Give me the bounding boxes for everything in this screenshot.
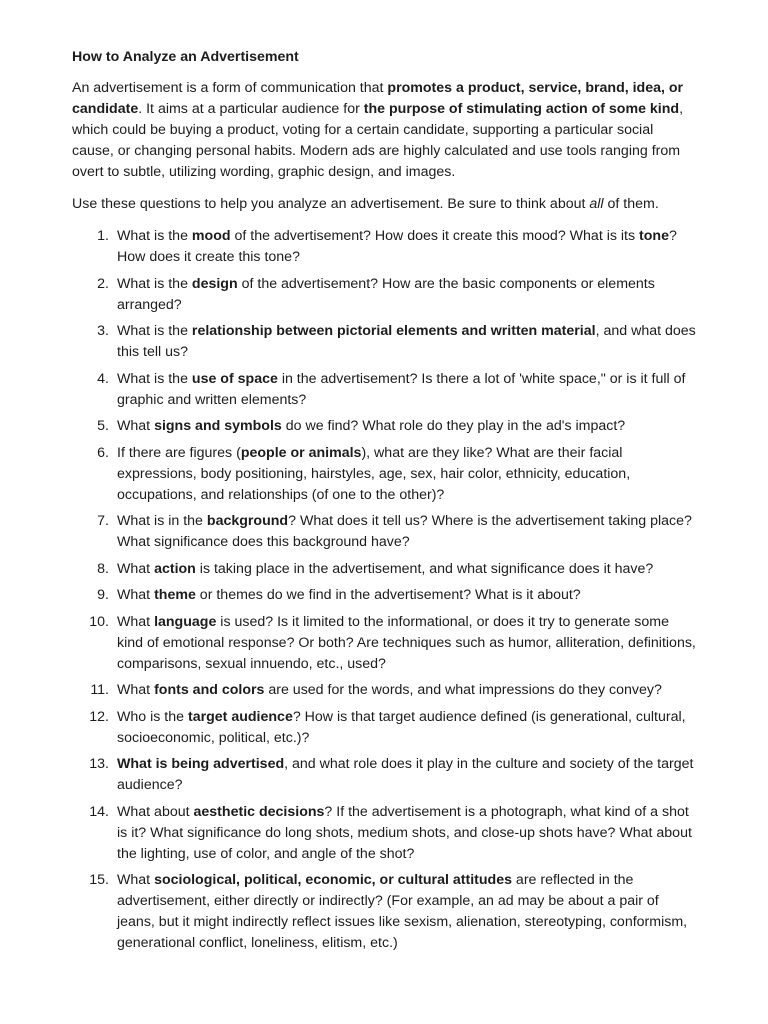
text-run: Use these questions to help you analyze an advertisement. Be sure to think about — [72, 196, 590, 212]
question-text — [117, 276, 655, 313]
text-run: ), what are they like? What are their facial expressions, body positioning, hairstyles, age, sex, hair color, ethnicity, education, occupations, and relationships (of one to the other)? — [117, 444, 631, 503]
text-run: , which could be buying a product, voting for a certain candidate, supporting a particular social cause, or changing personal habits. Modern ads are highly calculated and use tools ranging from overt to subtle, utilizing wording, graphic design, and images. — [72, 101, 684, 180]
bold-phrase: people or animals — [240, 444, 362, 461]
bold-phrase: action — [154, 560, 196, 577]
text-run: is used? Is it limited to the informational, or does it try to generate some kind of emotional response? Or both? Are techniques such as humor, alliteration, definitions, comparisons, sexual innuendo, etc., used? — [117, 613, 696, 672]
text-run: are reflected in the advertisement, either directly or indirectly? (For example, an ad may be about a pair of jeans, but it might indirectly reflect issues like sexism, alienation, stereotyping, conformism, generational conflict, loneliness, elitism, etc.) — [117, 872, 688, 951]
text-run: What — [117, 613, 155, 630]
bold-phrase: use of space — [191, 370, 278, 387]
bold-phrase: design — [191, 275, 238, 292]
question-text — [117, 756, 693, 793]
bold-phrase: fonts and colors — [154, 682, 265, 698]
question-number: 6. — [97, 444, 109, 461]
question-item — [72, 226, 698, 268]
bold-phrase: target audience — [187, 708, 293, 725]
question-number: 12. — [89, 708, 109, 725]
question-number: 11. — [90, 682, 109, 698]
bold-phrase: tone — [639, 228, 669, 244]
text-run: What — [117, 418, 155, 434]
question-item — [72, 559, 698, 580]
question-item — [72, 680, 698, 701]
text-run: , and what does this tell us? — [117, 323, 696, 360]
text-run: What about — [117, 803, 194, 820]
question-text — [117, 872, 687, 951]
bold-phrase: mood — [191, 228, 231, 244]
bold-phrase: language — [154, 613, 217, 630]
question-item — [72, 585, 698, 606]
question-item — [72, 321, 698, 363]
text-run: or themes do we find in the advertisement? What is it about? — [195, 587, 581, 603]
question-text — [117, 228, 677, 265]
instruction-paragraph — [72, 194, 698, 215]
question-list — [72, 226, 698, 954]
question-item — [72, 416, 698, 437]
question-text — [117, 587, 581, 603]
bold-phrase: promotes a product, service, brand, idea, or candidate — [72, 80, 684, 117]
bold-phrase: background — [206, 513, 289, 529]
bold-phrase: relationship between pictorial elements and written material — [191, 323, 596, 339]
text-run: What — [117, 682, 155, 698]
question-number: 7. — [97, 513, 109, 529]
question-text — [117, 561, 653, 577]
question-number: 2. — [97, 275, 109, 292]
bold-phrase: signs and symbols — [154, 418, 282, 434]
question-number: 4. — [97, 370, 109, 387]
question-number: 3. — [97, 323, 109, 339]
question-number: 9. — [97, 587, 109, 603]
question-item — [72, 754, 698, 796]
question-text — [117, 418, 625, 434]
text-run: in the advertisement? Is there a lot of 'white space," or is it full of graphic and written elements? — [117, 370, 686, 408]
text-run: do we find? What role do they play in the ad's impact? — [281, 418, 626, 434]
question-text — [117, 513, 692, 550]
question-item — [72, 274, 698, 316]
question-number: 5. — [97, 418, 109, 434]
text-run: ? How is that target audience defined (is generational, cultural, socioeconomic, political, etc.)? — [117, 708, 686, 746]
text-run: are used for the words, and what impressions do they convey? — [264, 682, 662, 698]
intro-paragraph — [72, 78, 698, 183]
question-text — [117, 682, 662, 698]
bold-phrase: aesthetic decisions — [193, 803, 325, 820]
text-run: of them. — [603, 196, 659, 212]
question-text — [117, 445, 630, 503]
bold-phrase: the purpose of stimulating action of some kind — [363, 101, 680, 117]
question-text — [117, 371, 685, 408]
text-run: of the advertisement? How does it create this mood? What is its — [230, 228, 640, 244]
question-number: 14. — [89, 803, 109, 820]
bold-phrase: What is being advertised — [117, 756, 285, 772]
text-run: What is the — [117, 275, 192, 292]
question-text — [117, 614, 696, 672]
question-item — [72, 870, 698, 954]
question-item — [72, 443, 698, 506]
text-run: Who is the — [117, 708, 188, 725]
document-title: How to Analyze an Advertisement — [72, 49, 299, 65]
bold-phrase: theme — [154, 587, 196, 603]
text-run: of the advertisement? How are the basic components or elements arranged? — [117, 275, 655, 313]
text-run: What is the — [117, 370, 192, 387]
question-item — [72, 612, 698, 675]
question-number: 1. — [97, 228, 109, 244]
question-number: 10. — [89, 613, 109, 630]
text-run: . It aims at a particular audience for — [138, 101, 364, 117]
question-text — [117, 323, 696, 360]
text-run: What is in the — [117, 513, 207, 529]
question-text — [117, 709, 686, 746]
question-number: 15. — [89, 872, 109, 888]
text-run: If there are figures ( — [117, 444, 241, 461]
text-run: What — [117, 872, 155, 888]
question-item — [72, 369, 698, 411]
text-run: What is the — [117, 323, 192, 339]
question-number: 8. — [97, 560, 109, 577]
text-run: What — [117, 560, 155, 577]
text-run: An advertisement is a form of communication that — [72, 80, 388, 96]
text-run: What — [117, 587, 155, 603]
question-text — [117, 804, 692, 862]
text-run: ? What does it tell us? Where is the advertisement taking place? What significance does this background have? — [117, 513, 692, 550]
text-run: ? If the advertisement is a photograph, what kind of a shot is it? What significance do long shots, medium shots, and close-up shots have? What about the lighting, use of color, and angle of the shot? — [117, 803, 692, 862]
question-item — [72, 511, 698, 553]
text-run: , and what role does it play in the culture and society of the target audience? — [117, 756, 694, 793]
text-run: What is the — [117, 228, 192, 244]
bold-phrase: sociological, political, economic, or cultural attitudes — [154, 872, 512, 888]
text-run: ? How does it create this tone? — [117, 228, 677, 265]
question-item — [72, 707, 698, 749]
question-item — [72, 802, 698, 865]
question-number: 13. — [89, 756, 109, 772]
italic-phrase: all — [589, 196, 604, 212]
text-run: is taking place in the advertisement, and what significance does it have? — [195, 560, 654, 577]
